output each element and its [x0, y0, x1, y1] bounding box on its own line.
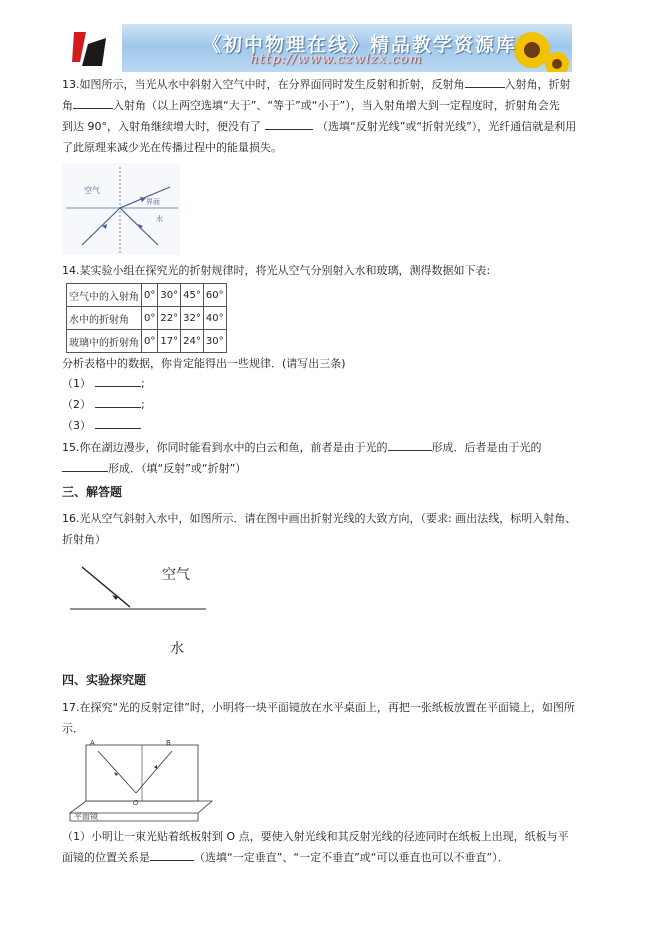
- q13-figure: [62, 163, 180, 255]
- q13-text: （选填“反射光线”或“折射光线”），光纤通信就是利用: [317, 120, 577, 133]
- table-cell: 30°: [158, 284, 181, 307]
- table-cell: 22°: [158, 307, 181, 330]
- q13-blank-2[interactable]: [73, 98, 113, 109]
- q15-line-2: [62, 461, 246, 477]
- table-cell: 45°: [181, 284, 204, 307]
- q17-line-1: 17.在探究“光的反射定律”时，小明将一块平面镜放在水平桌面上，再把一张纸板放置在平面镜上，如图所: [62, 701, 575, 714]
- fig-label-air: 空气: [84, 186, 100, 195]
- q17-text: （选填“一定垂直”、“一定不垂直”或“可以垂直也可以不垂直”）．: [194, 851, 509, 864]
- table-cell: 17°: [158, 330, 181, 353]
- q17-text: 面镜的位置关系是: [62, 851, 150, 864]
- table-cell: 30°: [203, 330, 226, 353]
- semicolon: ;: [141, 398, 145, 411]
- table-row: [67, 284, 227, 307]
- q13-blank-3[interactable]: [265, 119, 313, 130]
- q15-blank-2[interactable]: [62, 461, 108, 472]
- q14-answer-3: [62, 418, 141, 434]
- answer-blank[interactable]: [95, 376, 141, 387]
- q13-text: 角: [62, 99, 73, 112]
- answer-blank[interactable]: [95, 397, 141, 408]
- label-b: B: [166, 739, 171, 747]
- q15-text: 形成．后者是由于光的: [431, 441, 542, 454]
- table-cell: 0°: [142, 330, 158, 353]
- label-o: O: [133, 799, 139, 807]
- q13-line-1: [62, 77, 571, 93]
- semicolon: ;: [141, 377, 145, 390]
- fig-label-interface: 界面: [146, 198, 160, 206]
- q15-blank-1[interactable]: [388, 440, 432, 451]
- item-number: （3）: [62, 419, 91, 432]
- q13-line-2: [62, 98, 560, 114]
- fig-label-water: 水: [170, 641, 184, 657]
- q16-figure: [62, 555, 222, 661]
- fig-label-air: 空气: [162, 567, 190, 583]
- table-cell: 水中的折射角: [67, 307, 142, 330]
- table-cell: 玻璃中的折射角: [67, 330, 142, 353]
- header-banner: [62, 24, 572, 72]
- label-a: A: [90, 739, 95, 747]
- q13-blank-1[interactable]: [465, 77, 505, 88]
- section-title-3: 三、解答题: [62, 485, 123, 499]
- q16-line-2: 折射角）: [62, 533, 106, 546]
- q14-answer-2: [62, 397, 145, 413]
- table-row: [67, 307, 227, 330]
- table-cell: 60°: [203, 284, 226, 307]
- banner-url: http://www.czwlzx.com: [250, 52, 423, 67]
- q17-sub1-line-1: （1）小明让一束光贴着纸板射到 O 点，要使入射光线和其反射光线的径迹同时在纸板上出现，纸板与平: [62, 830, 569, 843]
- item-number: （1）: [62, 377, 91, 390]
- q15-text: 15.你在湖边漫步，你同时能看到水中的白云和鱼，前者是由于光的: [62, 441, 388, 454]
- table-cell: 24°: [181, 330, 204, 353]
- q14-analysis: 分析表格中的数据，你肯定能得出一些规律．(请写出三条): [62, 357, 346, 370]
- q17-line-2: 示．: [62, 722, 84, 735]
- q14-intro: 14.某实验小组在探究光的折射规律时，将光从空气分别射入水和玻璃，测得数据如下表:: [62, 264, 491, 277]
- fig-label-water: 水: [156, 215, 163, 223]
- refraction-data-table: [66, 283, 227, 353]
- q13-line-3: [62, 119, 576, 135]
- table-cell: 0°: [142, 284, 158, 307]
- q16-line-1: 16.光从空气斜射入水中，如图所示．请在图中画出折射光线的大致方向，（要求: 画出法线，标明入射角、: [62, 512, 577, 525]
- incident-ray: [82, 567, 130, 607]
- table-cell: 空气中的入射角: [67, 284, 142, 307]
- answer-blank[interactable]: [95, 418, 141, 429]
- q13-text: 入射角（以上两空选填“大于”、“等于”或“小于”），当入射角增大到一定程度时，折射角会先: [113, 99, 560, 112]
- section-title-4: 四、实验探究题: [62, 673, 147, 687]
- table-cell: 0°: [142, 307, 158, 330]
- q17-blank-1[interactable]: [150, 850, 194, 861]
- q13-line-4: 了此原理来减少光在传播过程中的能量损失。: [62, 141, 282, 154]
- q15-text: 形成．（填“反射”或“折射”）: [108, 462, 247, 475]
- q17-sub1-line-2: [62, 850, 509, 866]
- q17-figure: [62, 737, 218, 823]
- q13-text: 13.如图所示，当光从水中斜射入空气中时，在分界面同时发生反射和折射，反射角: [62, 78, 465, 91]
- q15-line-1: [62, 440, 542, 456]
- q14-answer-1: [62, 376, 145, 392]
- q13-text: 入射角，折射: [504, 78, 571, 91]
- label-mirror: 平面镜: [74, 812, 98, 821]
- table-row: [67, 330, 227, 353]
- banner-title: 《初中物理在线》精品教学资源库: [202, 34, 518, 56]
- table-cell: 32°: [181, 307, 204, 330]
- q13-text: 到达 90°，入射角继续增大时，便没有了: [62, 120, 261, 133]
- table-cell: 40°: [203, 307, 226, 330]
- item-number: （2）: [62, 398, 91, 411]
